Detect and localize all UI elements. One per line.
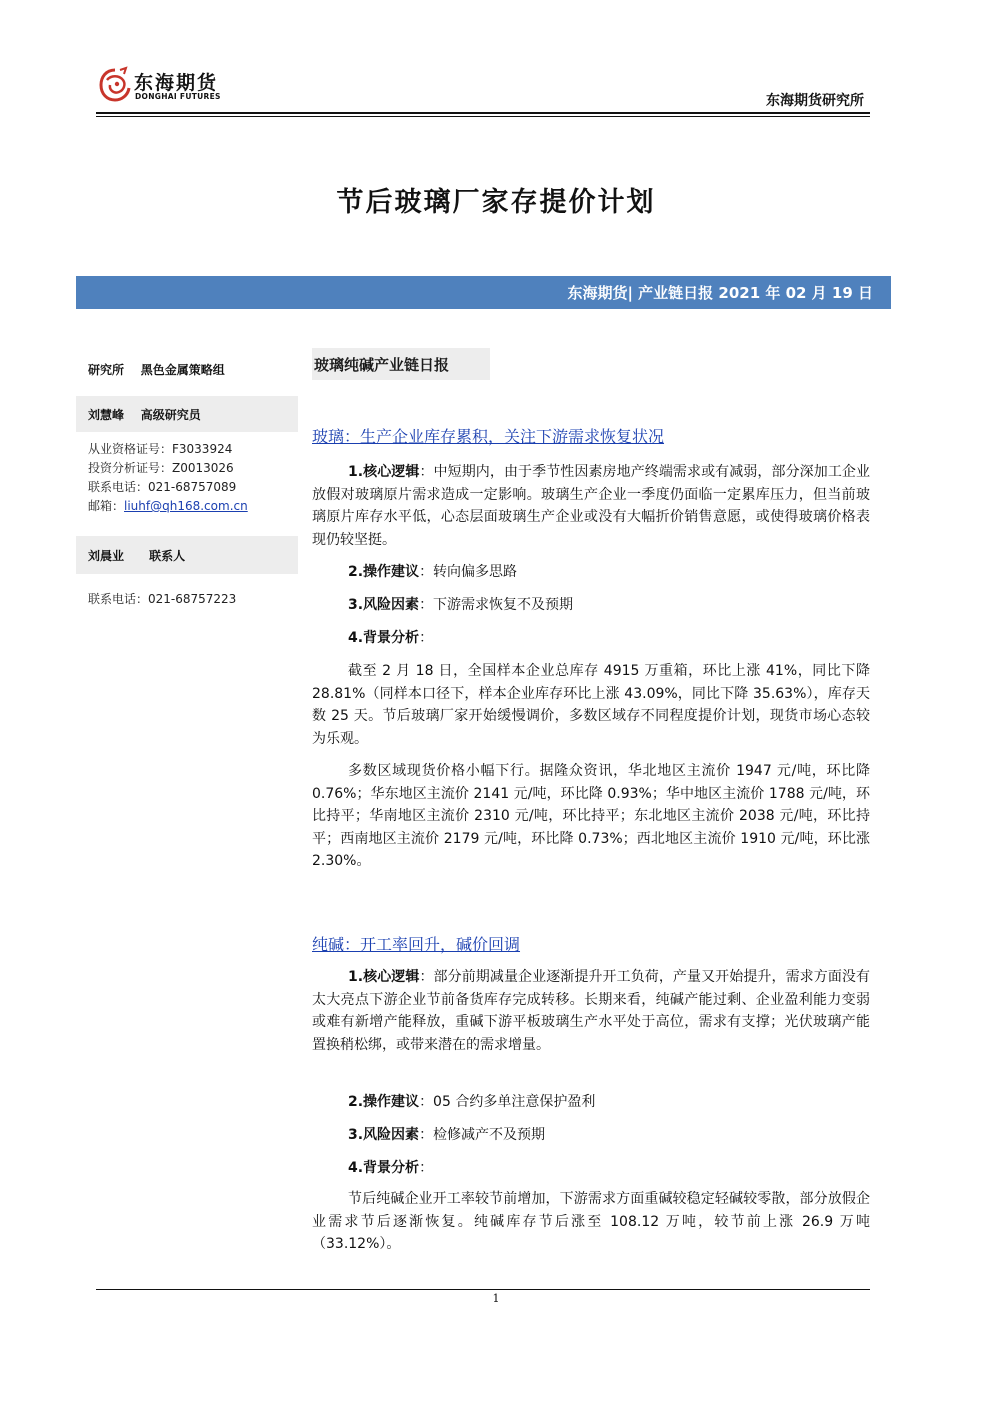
header-divider	[96, 112, 870, 114]
soda-heading[interactable]: 纯碱：开工率回升，碱价回调	[312, 935, 521, 954]
glass-risk-text: ：下游需求恢复不及预期	[419, 597, 574, 613]
glass-bg-label: 4.背景分析	[348, 630, 420, 646]
glass-advice-text: ：转向偏多思路	[419, 564, 518, 580]
soda-logic-label: 1.核心逻辑	[348, 969, 420, 985]
sidebar-analyst1-header	[76, 396, 298, 432]
soda-risk-text: ：检修减产不及预期	[419, 1127, 546, 1143]
glass-logic-text: ：中短期内，由于季节性因素房地产终端需求或有减弱，部分深加工企业放假对玻璃原片需求造成一定影响。玻璃生产企业一季度仍面临一定累库压力，但当前玻璃原片库存水平低，心态层面玻璃生产企业或没有大幅折价销售意愿，或使得玻璃价格表现仍较坚挺。	[312, 464, 870, 548]
logo-english-text: DONGHAI FUTURES	[135, 92, 221, 101]
analyst2-phone: 联系电话：021-68757223	[88, 592, 237, 606]
soda-risk-label: 3.风险因素	[348, 1127, 420, 1143]
soda-risk	[312, 1124, 870, 1147]
analyst1-phone: 联系电话：021-68757089	[88, 480, 237, 494]
glass-background-paragraph-2: 多数区域现货价格小幅下行。据隆众资讯，华北地区主流价 1947 元/吨，环比降 0.76%；华东地区主流价 2141 元/吨，环比降 0.93%；华中地区主流价 1788 元/吨，环比持平；华南地区主流价 2310 元/吨，环比持平；东北地区主流价 2038 元/吨，环比持平；西南地区主流价 2179 元/吨，环比降 0.73%；西北地区主流价 1910 元/吨，环比涨 2.30%。	[312, 763, 870, 870]
header-institute-label: 东海期货研究所	[766, 93, 864, 109]
soda-background-paragraph-1: 节后纯碱企业开工率较节前增加，下游需求方面重碱较稳定轻碱较零散，部分放假企业需求节后逐渐恢复。纯碱库存节后涨至 108.12 万吨，较节前上涨 26.9 万吨（33.12%）。	[312, 1191, 870, 1253]
glass-risk-label: 3.风险因素	[348, 597, 420, 613]
soda-core-logic	[312, 966, 870, 1056]
soda-logic-text: ：部分前期减量企业逐渐提升开工负荷，产量又开始提升，需求方面没有太大亮点下游企业节前备货库存完成转移。长期来看，纯碱产能过剩、企业盈利能力变弱或难有新增产能释放，重碱下游平板玻璃生产水平处于高位，需求有支撑；光伏玻璃产能置换稍松绑，或带来潜在的需求增量。	[312, 969, 870, 1053]
soda-background-heading	[312, 1157, 870, 1180]
analyst1-invest-license: 投资分析证号：Z0013026	[88, 461, 234, 475]
glass-background-heading	[312, 627, 870, 650]
banner-text: 东海期货| 产业链日报 2021 年 02 月 19 日	[567, 284, 873, 302]
footer-divider	[96, 1289, 870, 1290]
soda-advice-text: ：05 合约多单注意保护盈利	[419, 1094, 596, 1110]
logo-chinese-text: 东海期货	[134, 72, 219, 94]
glass-advice-label: 2.操作建议	[348, 564, 420, 580]
analyst1-email-link[interactable]: liuhf@qh168.com.cn	[124, 499, 248, 513]
soda-bg-label: 4.背景分析	[348, 1160, 420, 1176]
analyst1-name-title: 刘慧峰 高级研究员	[88, 407, 201, 422]
company-logo	[98, 66, 228, 106]
page-number: 1	[492, 1292, 500, 1305]
soda-advice-label: 2.操作建议	[348, 1094, 420, 1110]
dragon-logo-icon	[98, 66, 132, 104]
analyst1-email-row	[88, 497, 248, 514]
section-tag: 玻璃纯碱产业链日报	[312, 348, 490, 380]
soda-bg-colon: ：	[419, 1160, 434, 1176]
soda-advice	[312, 1091, 870, 1114]
sidebar-dept	[76, 354, 298, 384]
sidebar-dept-label: 研究所 黑色金属策略组	[88, 362, 225, 377]
sidebar-analyst2-header	[76, 536, 298, 574]
email-label: 邮箱：	[88, 499, 125, 513]
glass-bg-colon: ：	[419, 630, 434, 646]
report-banner	[76, 276, 891, 309]
glass-logic-label: 1.核心逻辑	[348, 464, 420, 480]
glass-heading[interactable]: 玻璃：生产企业库存累积，关注下游需求恢复状况	[312, 427, 665, 446]
analyst1-qualification: 从业资格证号：F3033924	[88, 442, 233, 456]
analyst2-name-title: 刘晨业 联系人	[88, 548, 186, 563]
header-divider-thin	[96, 116, 870, 117]
glass-advice	[312, 561, 870, 584]
glass-core-logic	[312, 461, 870, 551]
glass-risk	[312, 594, 870, 617]
glass-background-paragraph-1: 截至 2 月 18 日，全国样本企业总库存 4915 万重箱，环比上涨 41%，同比下降 28.81%（同样本口径下，样本企业库存环比上涨 43.09%，同比下降 35.63%），库存天数 25 天。节后玻璃厂家开始缓慢调价，多数区域存不同程度提价计划，现货市场心态较为乐观。	[312, 663, 870, 747]
page-title: 节后玻璃厂家存提价计划	[336, 187, 656, 218]
